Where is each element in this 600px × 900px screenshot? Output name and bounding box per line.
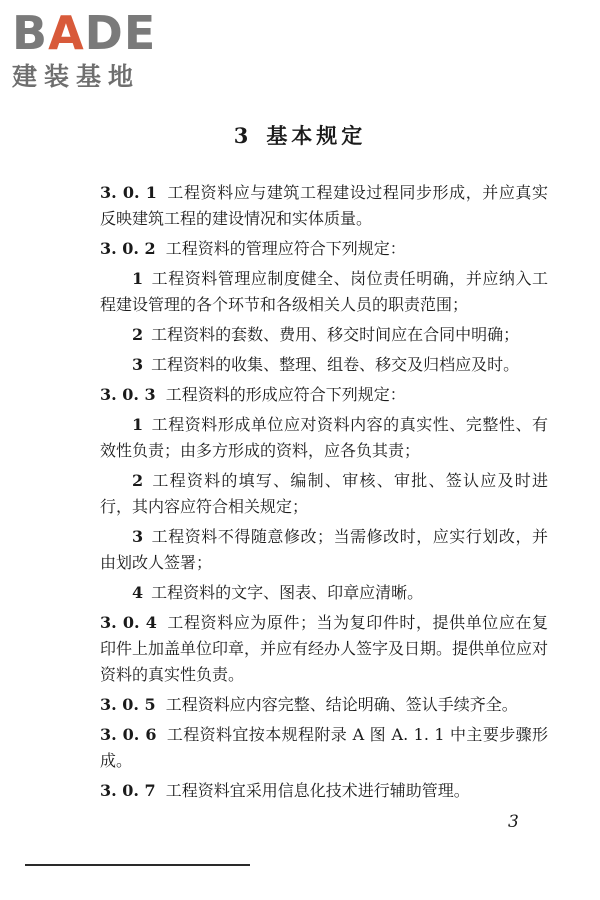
clause-3-0-2-item-2 xyxy=(0,322,600,348)
clause-number: 3. 0. 6 xyxy=(100,725,157,744)
clause-number: 3. 0. 3 xyxy=(100,385,156,404)
clause-3-0-3-item-4 xyxy=(0,580,600,606)
clause-text: 工程资料应与建筑工程建设过程同步形成，并应真实反映建筑工程的建设情况和实体质量。 xyxy=(100,183,548,228)
document-body xyxy=(0,180,600,808)
item-number: 2 xyxy=(132,325,144,344)
clause-text: 工程资料的形成应符合下列规定： xyxy=(165,385,406,404)
chapter-heading: 基本规定 xyxy=(266,123,367,148)
clause-text: 工程资料应内容完整、结论明确、签认手续齐全。 xyxy=(165,695,518,714)
item-text: 工程资料形成单位应对资料内容的真实性、完整性、有效性负责；由多方形成的资料，应各负其责； xyxy=(100,415,548,460)
item-text: 工程资料的文字、图表、印章应清晰。 xyxy=(151,583,424,602)
item-number: 4 xyxy=(132,583,144,602)
item-text: 工程资料的收集、整理、组卷、移交及归档应及时。 xyxy=(151,355,520,374)
clause-number: 3. 0. 5 xyxy=(100,695,156,714)
item-text: 工程资料管理应制度健全、岗位责任明确，并应纳入工程建设管理的各个环节和各级相关人员的职责范围； xyxy=(100,269,548,314)
clause-number: 3. 0. 1 xyxy=(100,183,157,202)
item-number: 3 xyxy=(132,355,144,374)
item-number: 2 xyxy=(132,471,144,490)
clause-text: 工程资料应为原件；当为复印件时，提供单位应在复印件上加盖单位印章，并应有经办人签字及日期。提供单位应对资料的真实性负责。 xyxy=(100,613,549,684)
clause-3-0-4 xyxy=(0,610,600,688)
clause-3-0-3-item-1 xyxy=(0,412,600,464)
clause-3-0-2-item-1 xyxy=(0,266,600,318)
clause-3-0-2 xyxy=(0,236,600,262)
item-number: 1 xyxy=(132,415,144,434)
clause-number: 3. 0. 2 xyxy=(100,239,156,258)
logo-subtitle: 建装基地 xyxy=(12,62,141,91)
clause-3-0-3-item-3 xyxy=(0,524,600,576)
item-number: 1 xyxy=(132,269,144,288)
page-number: 3 xyxy=(508,812,519,832)
item-text: 工程资料的填写、编制、审核、审批、签认应及时进行，其内容应符合相关规定； xyxy=(100,471,548,516)
chapter-title xyxy=(0,120,600,150)
footer-rule xyxy=(25,864,250,866)
clause-number: 3. 0. 7 xyxy=(100,781,156,800)
item-text: 工程资料的套数、费用、移交时间应在合同中明确； xyxy=(151,325,520,344)
clause-3-0-3-item-2 xyxy=(0,468,600,520)
clause-3-0-5 xyxy=(0,692,600,718)
clause-3-0-7 xyxy=(0,778,600,804)
item-text: 工程资料不得随意修改；当需修改时，应实行划改，并由划改人签署； xyxy=(100,527,548,572)
chapter-number: 3 xyxy=(233,123,253,148)
clause-3-0-3 xyxy=(0,382,600,408)
logo-wordmark: BADE xyxy=(12,6,157,60)
bade-logo xyxy=(12,8,182,98)
clause-3-0-6 xyxy=(0,722,600,774)
item-number: 3 xyxy=(132,527,144,546)
clause-text: 工程资料的管理应符合下列规定： xyxy=(165,239,406,258)
clause-3-0-1 xyxy=(0,180,600,232)
clause-text: 工程资料宜采用信息化技术进行辅助管理。 xyxy=(165,781,470,800)
clause-3-0-2-item-3 xyxy=(0,352,600,378)
clause-text: 工程资料宜按本规程附录 A 图 A. 1. 1 中主要步骤形成。 xyxy=(100,725,548,770)
clause-number: 3. 0. 4 xyxy=(100,613,157,632)
